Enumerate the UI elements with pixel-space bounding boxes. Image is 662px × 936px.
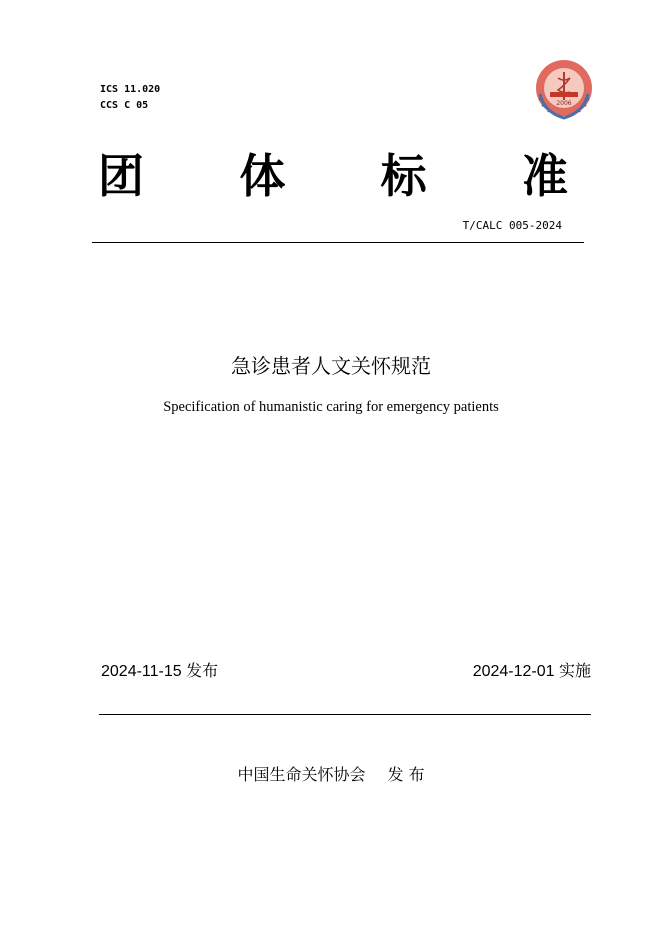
publisher-action: 发 布 [387,765,425,784]
classification-codes [100,82,160,114]
bottom-divider [99,714,591,715]
document-title-english: Specification of humanistic caring for emergency patients [163,399,499,415]
heading-char-1: 团 [98,149,144,203]
document-title-chinese: 急诊患者人文关怀规范 [231,354,431,378]
publisher-line [0,762,662,785]
ics-code: ICS 11.020 [100,84,161,95]
heading-char-4: 准 [521,149,568,203]
emblem-year: 2006 [556,100,572,107]
publisher-org: 中国生命关怀协会 [237,765,366,784]
group-standard-heading [98,146,568,206]
ccs-code: CCS C 05 [100,100,149,111]
implementation-date: 2024-12-01 实施 [472,663,591,680]
standard-number: T/CALC 005-2024 [462,219,562,232]
top-divider [92,242,584,243]
heading-char-3: 标 [380,149,427,203]
release-date: 2024-11-15 发布 [101,663,219,680]
heading-char-2: 体 [239,149,286,203]
association-emblem-icon [532,58,596,122]
